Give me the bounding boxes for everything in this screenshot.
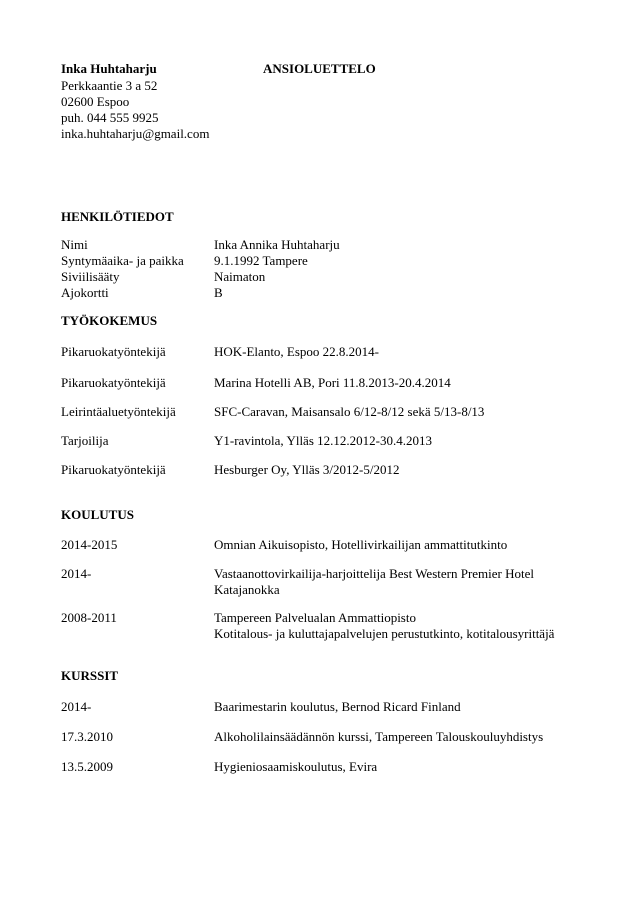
- contact-postal: 02600 Espoo: [61, 94, 130, 109]
- course-date: 2014-: [61, 699, 92, 714]
- work-employer: SFC-Caravan, Maisansalo 6/12-8/12 sekä 5/13-8/13: [214, 404, 485, 419]
- section-title-education: KOULUTUS: [61, 507, 134, 522]
- personal-value: Inka Annika Huhtaharju: [214, 237, 340, 252]
- personal-label: Nimi: [61, 237, 88, 252]
- personal-label: Ajokortti: [61, 285, 109, 300]
- work-employer: Y1-ravintola, Ylläs 12.12.2012-30.4.2013: [214, 433, 432, 448]
- work-employer: HOK-Elanto, Espoo 22.8.2014-: [214, 344, 380, 359]
- work-employer: Hesburger Oy, Ylläs 3/2012-5/2012: [214, 462, 400, 477]
- personal-value: 9.1.1992 Tampere: [214, 253, 308, 268]
- contact-address: Perkkaantie 3 a 52: [61, 78, 158, 93]
- personal-value: Naimaton: [214, 269, 266, 284]
- work-role: Tarjoilija: [61, 433, 109, 448]
- education-line: Vastaanottovirkailija-harjoittelija Best Western Premier Hotel: [214, 566, 535, 581]
- education-line: Katajanokka: [214, 582, 280, 597]
- section-title-work: TYÖKOKEMUS: [61, 313, 158, 328]
- work-role: Leirintäaluetyöntekijä: [61, 404, 176, 419]
- work-role: Pikaruokatyöntekijä: [61, 375, 166, 390]
- course-date: 13.5.2009: [61, 759, 113, 774]
- course-name: Baarimestarin koulutus, Bernod Ricard Finland: [214, 699, 461, 714]
- course-name: Hygieniosaamiskoulutus, Evira: [214, 759, 378, 774]
- document-title: ANSIOLUETTELO: [263, 61, 376, 76]
- work-employer: Marina Hotelli AB, Pori 11.8.2013-20.4.2014: [214, 375, 451, 390]
- contact-email: inka.huhtaharju@gmail.com: [61, 126, 210, 141]
- education-line: Tampereen Palvelualan Ammattiopisto: [214, 610, 416, 625]
- contact-block: [61, 78, 209, 142]
- section-title-courses: KURSSIT: [61, 668, 119, 683]
- education-years: 2014-: [61, 566, 92, 581]
- applicant-name: Inka Huhtaharju: [61, 61, 157, 76]
- work-role: Pikaruokatyöntekijä: [61, 462, 166, 477]
- course-name: Alkoholilainsäädännön kurssi, Tampereen Talouskouluyhdistys: [214, 729, 544, 744]
- education-detail: [214, 610, 584, 642]
- contact-phone: puh. 044 555 9925: [61, 110, 159, 125]
- education-years: 2014-2015: [61, 537, 118, 552]
- personal-value: B: [214, 285, 223, 300]
- work-role: Pikaruokatyöntekijä: [61, 344, 166, 359]
- education-detail: [214, 566, 584, 598]
- personal-label: Syntymäaika- ja paikka: [61, 253, 184, 268]
- section-title-personal: HENKILÖTIEDOT: [61, 209, 174, 224]
- education-line: Omnian Aikuisopisto, Hotellivirkailijan ammattitutkinto: [214, 537, 508, 552]
- education-years: 2008-2011: [61, 610, 117, 625]
- personal-label: Siviilisääty: [61, 269, 120, 284]
- education-line: Kotitalous- ja kuluttajapalvelujen perustutkinto, kotitalousyrittäjä: [214, 626, 555, 641]
- education-detail: [214, 537, 584, 553]
- course-date: 17.3.2010: [61, 729, 113, 744]
